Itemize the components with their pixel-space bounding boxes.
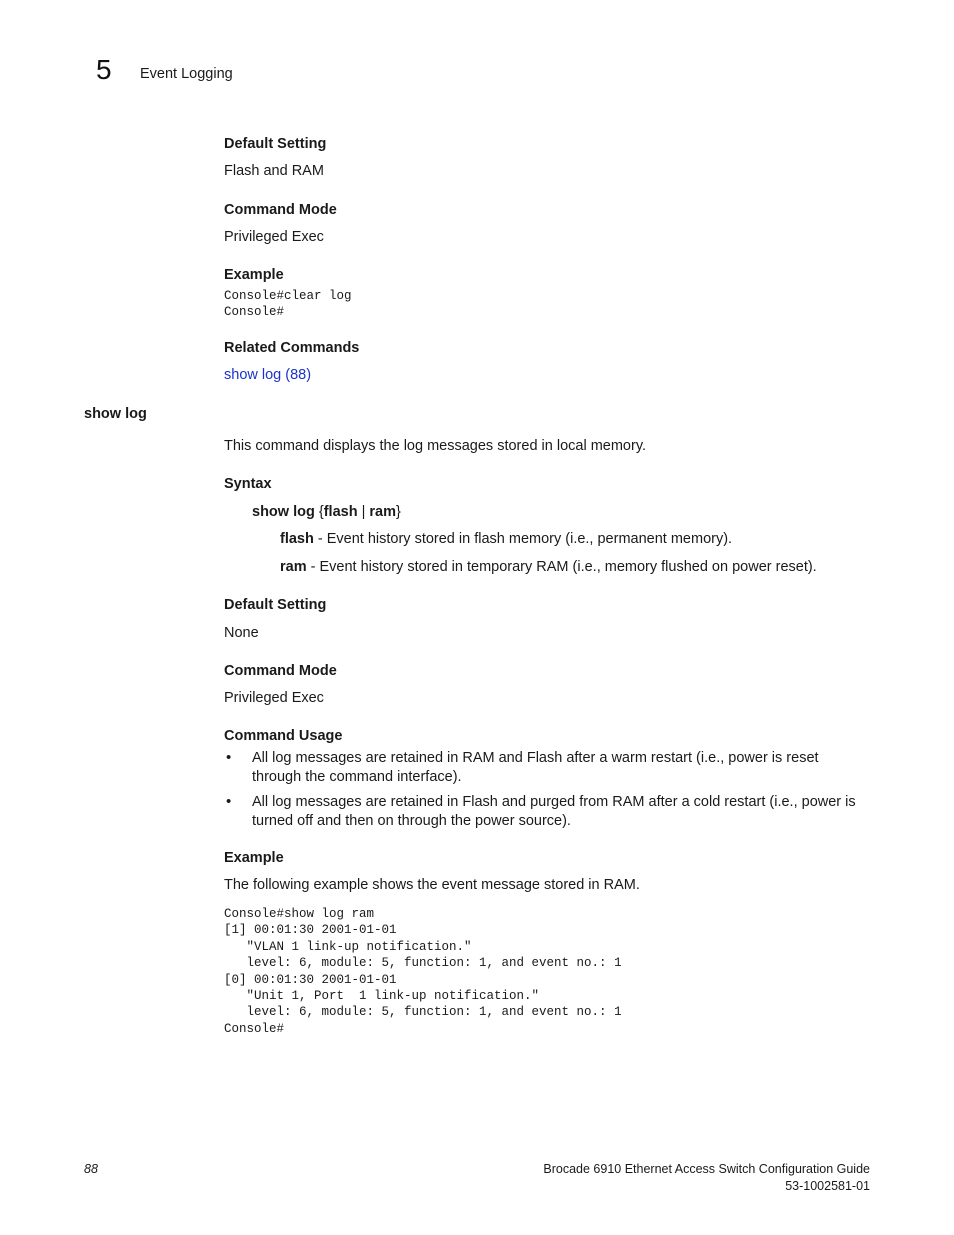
param-flash <box>280 531 732 547</box>
syntax-brace-close: } <box>396 504 401 520</box>
list-item <box>252 793 856 831</box>
command-mode-value: Privileged Exec <box>224 690 324 706</box>
code-line: "VLAN 1 link-up notification." <box>224 939 472 954</box>
list-item-line: turned off and then on through the power source). <box>252 813 571 829</box>
code-line: Console#clear log <box>224 289 352 303</box>
list-item <box>252 749 819 787</box>
code-line: level: 6, module: 5, function: 1, and event no.: 1 <box>224 1005 622 1020</box>
example-code <box>224 288 352 321</box>
syntax-option-flash: flash <box>323 504 358 520</box>
param-name: ram <box>280 559 307 575</box>
command-mode-heading: Command Mode <box>224 202 337 218</box>
command-mode-value: Privileged Exec <box>224 229 324 245</box>
param-ram <box>280 559 817 575</box>
code-line: Console#show log ram <box>224 907 375 921</box>
example-heading: Example <box>224 267 284 283</box>
list-item-line: through the command interface). <box>252 769 462 785</box>
code-line: Console# <box>224 1021 285 1036</box>
code-line: level: 6, module: 5, function: 1, and event no.: 1 <box>224 956 622 971</box>
code-line: [0] 00:01:30 2001-01-01 <box>224 972 397 987</box>
code-line: "Unit 1, Port 1 link-up notification." <box>224 989 540 1004</box>
default-setting-heading: Default Setting <box>224 136 327 152</box>
default-setting-value: Flash and RAM <box>224 163 324 179</box>
code-line: [1] 00:01:30 2001-01-01 <box>224 923 397 938</box>
document-number: 53-1002581-01 <box>785 1179 870 1193</box>
param-description: - Event history stored in flash memory (i.e., permanent memory). <box>313 531 733 547</box>
chapter-title: Event Logging <box>140 66 233 82</box>
code-line: Console# <box>224 305 285 320</box>
show-log-link[interactable]: show log (88) <box>224 367 312 383</box>
command-usage-heading: Command Usage <box>224 728 343 744</box>
syntax-separator: | <box>357 504 370 520</box>
command-mode-heading: Command Mode <box>224 663 337 679</box>
command-title: show log <box>84 406 147 422</box>
list-item-line: All log messages are retained in RAM and Flash after a warm restart (i.e., power is reset <box>252 750 819 766</box>
syntax-line <box>252 504 401 520</box>
page-number: 88 <box>84 1162 98 1176</box>
syntax-command: show log <box>252 504 315 520</box>
param-name: flash <box>280 531 314 547</box>
example-intro: The following example shows the event message stored in RAM. <box>224 877 640 893</box>
list-item-line: All log messages are retained in Flash and purged from RAM after a cold restart (i.e., power is <box>252 794 856 810</box>
syntax-option-ram: ram <box>369 504 396 520</box>
param-description: - Event history stored in temporary RAM (i.e., memory flushed on power reset). <box>306 559 817 575</box>
default-setting-value: None <box>224 625 259 641</box>
syntax-heading: Syntax <box>224 476 272 492</box>
command-description: This command displays the log messages stored in local memory. <box>224 438 647 454</box>
bullet-icon: • <box>226 793 232 810</box>
syntax-brace-open: { <box>314 504 324 520</box>
example-heading: Example <box>224 850 284 866</box>
default-setting-heading: Default Setting <box>224 597 327 613</box>
chapter-number: 5 <box>96 54 112 85</box>
bullet-icon: • <box>226 749 232 766</box>
related-commands-heading: Related Commands <box>224 340 360 356</box>
document-title: Brocade 6910 Ethernet Access Switch Configuration Guide <box>543 1162 870 1176</box>
example-code <box>224 906 622 1037</box>
